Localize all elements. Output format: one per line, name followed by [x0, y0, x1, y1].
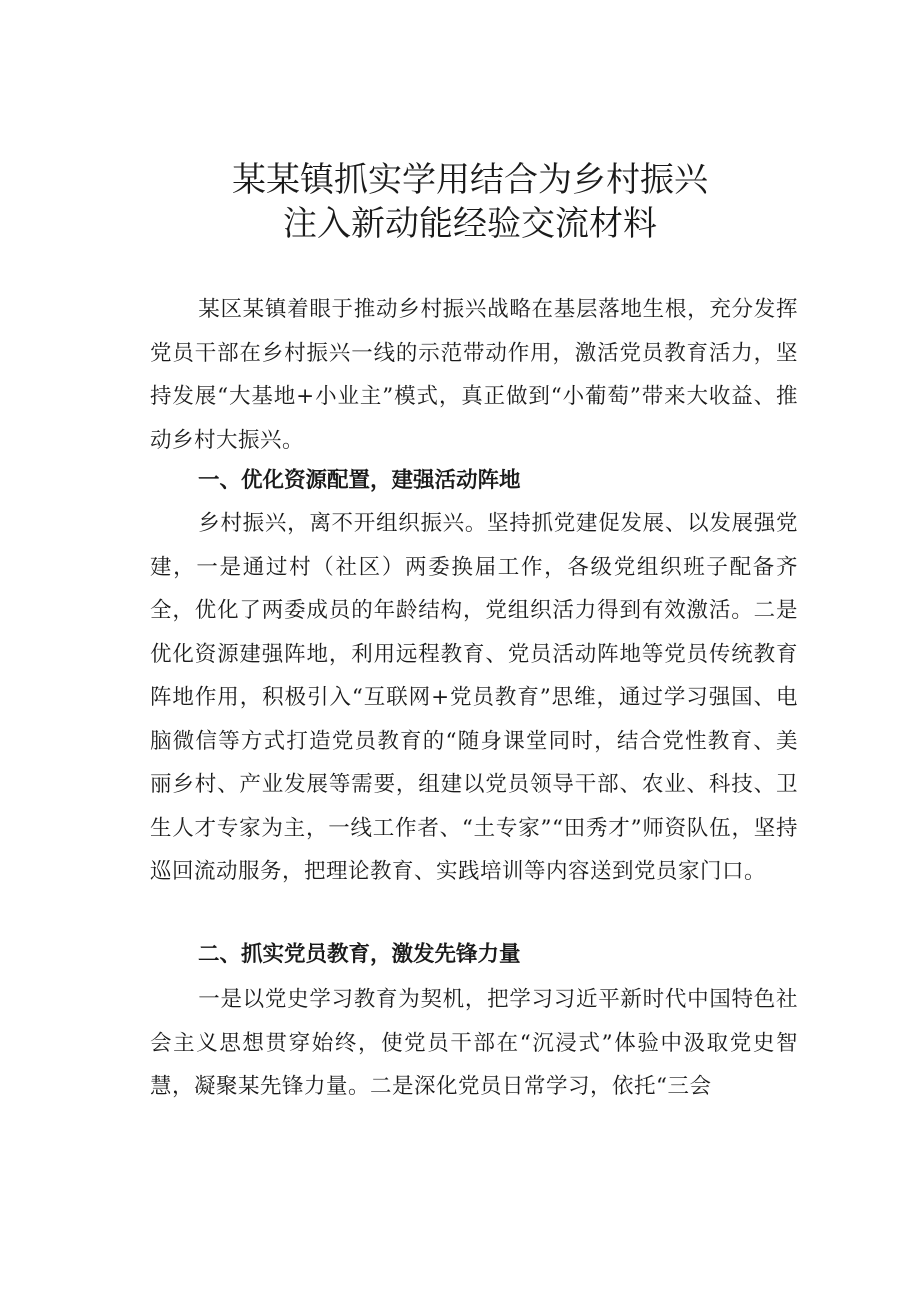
- section-1-text: 乡村振兴，离不开组织振兴。坚持抓党建促发展、以发展强党建，一是通过村（社区）两委换届工作，各级党组织班子配备齐全，优化了两委成员的年龄结构，党组织活力得到有效激活。二是优化资源建强阵地，利用远程教育、党员活动阵地等党员传统教育阵地作用，积极引入“互联网+党员教育”思维，通过学习强国、电脑微信等方式打造党员教育的“随身课堂同时，结合党性教育、美丽乡村、产业发展等需要，组建以党员领导干部、农业、科技、卫生人才专家为主，一线工作者、“土专家”“田秀才”师资队伍，坚持巡回流动服务，把理论教育、实践培训等内容送到党员家门口。: [150, 511, 798, 884]
- section-2-heading: 二、抓实党员教育，激发先锋力量: [198, 942, 521, 967]
- section-1-paragraph: [150, 502, 798, 894]
- section-2-text: 一是以党史学习教育为契机，把学习习近平新时代中国特色社会主义思想贯穿始终，使党员干部在“沉浸式”体验中汲取党史智慧，凝聚某先锋力量。二是深化党员日常学习，依托“三会: [150, 987, 798, 1099]
- section-2-paragraph: [150, 978, 798, 1109]
- intro-paragraph: [150, 288, 798, 462]
- section-1-heading: 一、优化资源配置，建强活动阵地: [198, 468, 521, 493]
- title-line-2: 注入新动能经验交流材料: [283, 204, 657, 244]
- intro-text: 某区某镇着眼于推动乡村振兴战略在基层落地生根，充分发挥党员干部在乡村振兴一线的示范带动作用，激活党员教育活力，坚持发展“大基地+小业主”模式，真正做到“小葡萄”带来大收益、推动乡村大振兴。: [150, 297, 798, 453]
- title-line-1: 某某镇抓实学用结合为乡村振兴: [232, 160, 708, 200]
- document-title: [150, 158, 790, 246]
